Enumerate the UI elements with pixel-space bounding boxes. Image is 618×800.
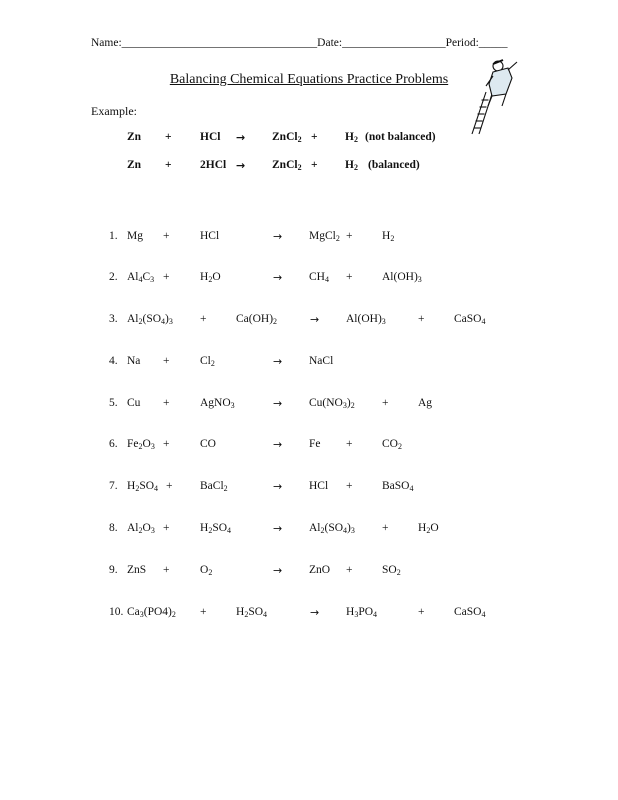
reactant: BaCl$_2$ (200, 480, 228, 493)
yield-arrow-icon: → (273, 480, 283, 493)
product: $H_2$ (382, 230, 395, 243)
reactant: Na (127, 355, 141, 367)
reactant: AgNO$_3$ (200, 397, 235, 410)
product: $SO_2$ (382, 564, 401, 577)
plus-sign: + (166, 480, 173, 492)
plus-sign: + (418, 606, 425, 618)
plus-sign: + (311, 159, 318, 171)
page-title: Balancing Chemical Equations Practice Problems (169, 72, 449, 87)
problem-number: 5. (109, 397, 118, 409)
reactant: $Al_2O_3$ (127, 522, 155, 535)
product: ZnCl$_2$ (272, 131, 302, 144)
plus-sign: + (163, 438, 170, 450)
plus-sign: + (346, 564, 353, 576)
ladder-figure-illustration (462, 56, 522, 136)
student-info-line (91, 37, 508, 49)
reactant: CO (200, 438, 216, 450)
plus-sign: + (165, 131, 172, 143)
product: CaSO$_4$ (454, 313, 486, 326)
date-blank[interactable]: __________________ (342, 37, 446, 49)
product: NaCl (309, 355, 334, 367)
plus-sign: + (382, 522, 389, 534)
reactant: $Ca(OH)_2$ (236, 313, 278, 326)
problem-number: 8. (109, 522, 118, 534)
product: Fe (309, 438, 321, 450)
product: $H_3PO_4$ (346, 606, 378, 619)
yield-arrow-icon: → (273, 438, 283, 451)
problem-number: 2. (109, 271, 118, 283)
problem-number: 4. (109, 355, 118, 367)
plus-sign: + (418, 313, 425, 325)
reactant: $H_2O$ (200, 271, 221, 284)
product: ZnCl$_2$ (272, 159, 302, 172)
product: BaSO$_4$ (382, 480, 414, 493)
reactant: $H_2SO_4$ (236, 606, 268, 619)
product: $H_2$ (345, 159, 358, 172)
reactant: Mg (127, 230, 143, 242)
yield-arrow-icon: → (236, 131, 246, 144)
name-blank[interactable]: __________________________________ (121, 37, 318, 49)
plus-sign: + (346, 438, 353, 450)
reactant: Cu (127, 397, 141, 409)
product: MgCl$_2$ (309, 230, 340, 243)
yield-arrow-icon: → (273, 397, 283, 410)
reactant: $Cl_2$ (200, 355, 215, 368)
yield-arrow-icon: → (310, 606, 320, 619)
reactant: 2HCl (200, 159, 227, 171)
product: $H_2O$ (418, 522, 439, 535)
plus-sign: + (311, 131, 318, 143)
reactant: Zn (127, 131, 142, 143)
yield-arrow-icon: → (310, 313, 320, 326)
date-label: Date: (317, 37, 343, 49)
yield-arrow-icon: → (273, 271, 283, 284)
product: HCl (309, 480, 329, 492)
plus-sign: + (163, 271, 170, 283)
product: $Cu(NO_3)_2$ (309, 397, 355, 410)
plus-sign: + (346, 271, 353, 283)
plus-sign: + (165, 159, 172, 171)
problem-number: 10. (109, 606, 124, 618)
problem-number: 1. (109, 230, 118, 242)
reactant: ZnS (127, 564, 147, 576)
reactant: $Al_2(SO_4)_3$ (127, 313, 173, 326)
product: ZnO (309, 564, 331, 576)
reactant: $H_2SO_4$ (127, 480, 159, 493)
problem-number: 6. (109, 438, 118, 450)
reactant: Zn (127, 159, 142, 171)
product: Ag (418, 397, 433, 409)
plus-sign: + (163, 355, 170, 367)
plus-sign: + (346, 480, 353, 492)
yield-arrow-icon: → (273, 522, 283, 535)
name-label: Name: (91, 37, 122, 49)
plus-sign: + (163, 397, 170, 409)
yield-arrow-icon: → (273, 355, 283, 368)
reactant: $Al_4C_3$ (127, 271, 155, 284)
product: $Al(OH)_3$ (382, 271, 422, 284)
reactant: $Ca_3(PO4)_2$ (127, 606, 176, 619)
plus-sign: + (382, 397, 389, 409)
problem-number: 3. (109, 313, 118, 325)
period-blank[interactable]: _____ (478, 37, 508, 49)
product: $H_2$ (345, 131, 358, 144)
reactant: $O_2$ (200, 564, 213, 577)
plus-sign: + (163, 230, 170, 242)
plus-sign: + (163, 522, 170, 534)
product: $CH_4$ (309, 271, 329, 284)
reactant: HCl (200, 131, 221, 143)
balance-note: (not balanced) (365, 131, 436, 143)
period-label: Period: (445, 37, 479, 49)
yield-arrow-icon: → (273, 230, 283, 243)
problem-number: 7. (109, 480, 118, 492)
reactant: $H_2SO_4$ (200, 522, 232, 535)
product: $CO_2$ (382, 438, 402, 451)
plus-sign: + (200, 606, 207, 618)
reactant: $Fe_2O_3$ (127, 438, 155, 451)
plus-sign: + (200, 313, 207, 325)
yield-arrow-icon: → (236, 159, 246, 172)
plus-sign: + (163, 564, 170, 576)
reactant: HCl (200, 230, 220, 242)
balance-note: (balanced) (368, 159, 420, 171)
product: $Al(OH)_3$ (346, 313, 386, 326)
plus-sign: + (346, 230, 353, 242)
product: CaSO$_4$ (454, 606, 486, 619)
yield-arrow-icon: → (273, 564, 283, 577)
problem-number: 9. (109, 564, 118, 576)
product: $Al_2(SO_4)_3$ (309, 522, 355, 535)
example-label: Example: (91, 104, 137, 118)
